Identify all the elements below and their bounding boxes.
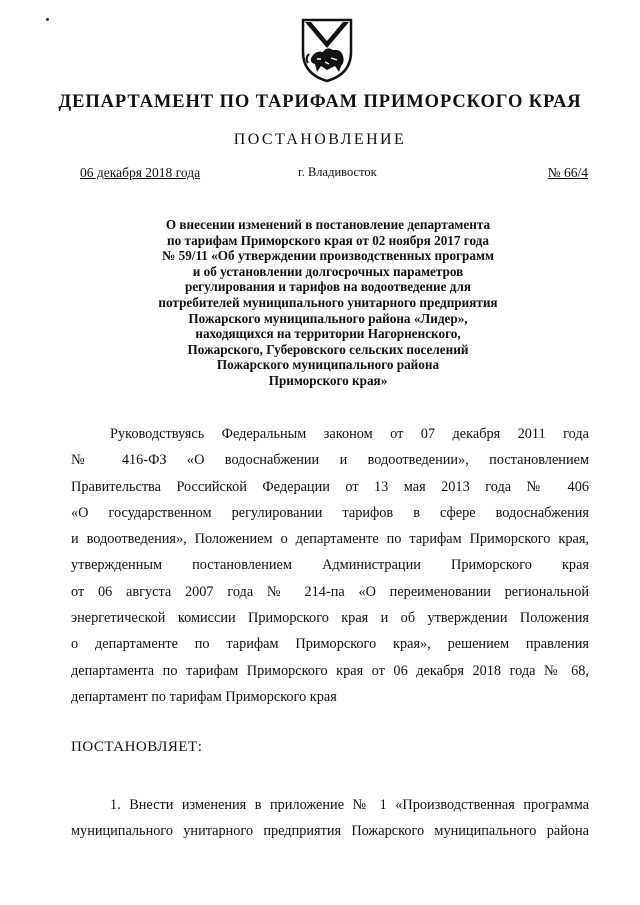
- heading-line: Пожарского муниципального района: [216, 357, 440, 373]
- body-line: Руководствуясь Федеральным законом от 07 декабря 2011 года: [110, 426, 589, 442]
- body-line: и водоотведения», Положением о департаменте по тарифам Приморского края,: [71, 531, 589, 548]
- body-line: департамента по тарифам Приморского края от 06 декабря 2018 года № 68,: [71, 662, 589, 679]
- decree-word: ПОСТАНОВЛЯЕТ:: [71, 739, 203, 755]
- heading-line: находящихся на территории Нагорненского,: [195, 326, 461, 342]
- heading-line: по тарифам Приморского края от 02 ноября 2017 года: [167, 232, 489, 248]
- coat-of-arms-icon: [297, 14, 357, 84]
- department-title: ДЕПАРТАМЕНТ ПО ТАРИФАМ ПРИМОРСКОГО КРАЯ: [58, 92, 582, 112]
- heading-line: О внесении изменений в постановление департамента: [165, 217, 491, 232]
- document-heading: [90, 217, 566, 389]
- heading-line: и об установлении долгосрочных параметров: [192, 263, 464, 279]
- heading-line: потребителей муниципального унитарного предприятия: [158, 294, 498, 310]
- heading-line: регулирования и тарифов на водоотведение для: [184, 279, 472, 295]
- preamble-paragraph: [71, 424, 589, 713]
- heading-line: № 59/11 «Об утверждении производственных программ: [162, 248, 494, 264]
- heading-line: Пожарского муниципального района «Лидер»,: [188, 310, 468, 326]
- body-line: от 06 августа 2007 года № 214-па «О переименовании региональной: [71, 583, 589, 600]
- body-line: Правительства Российской Федерации от 13 мая 2013 года № 406: [71, 478, 589, 495]
- body-line: утвержденным постановлением Администрации Приморского края: [71, 557, 589, 574]
- decree-item-1: [71, 795, 589, 848]
- document-city: г. Владивосток: [298, 165, 377, 179]
- body-line: департамент по тарифам Приморского края: [71, 688, 337, 705]
- document-date: 06 декабря 2018 года: [80, 165, 201, 180]
- item-line: муниципального унитарного предприятия Пожарского муниципального района: [71, 823, 589, 840]
- heading-line: Приморского края»: [268, 372, 388, 388]
- document-number: № 66/4: [547, 165, 588, 180]
- document-type: ПОСТАНОВЛЕНИЕ: [233, 131, 407, 148]
- body-line: № 416-ФЗ «О водоснабжении и водоотведении», постановлением: [71, 452, 589, 469]
- body-line: о департаменте по тарифам Приморского края», решением правления: [71, 636, 589, 653]
- body-line: «О государственном регулировании тарифов в сфере водоснабжения: [71, 504, 589, 521]
- body-line: энергетической комиссии Приморского края и об утверждении Положения: [71, 610, 589, 627]
- heading-line: Пожарского, Губеровского сельских поселений: [187, 341, 469, 357]
- scan-speck: [46, 18, 49, 21]
- item-line: 1. Внести изменения в приложение № 1 «Производственная программа: [110, 797, 589, 813]
